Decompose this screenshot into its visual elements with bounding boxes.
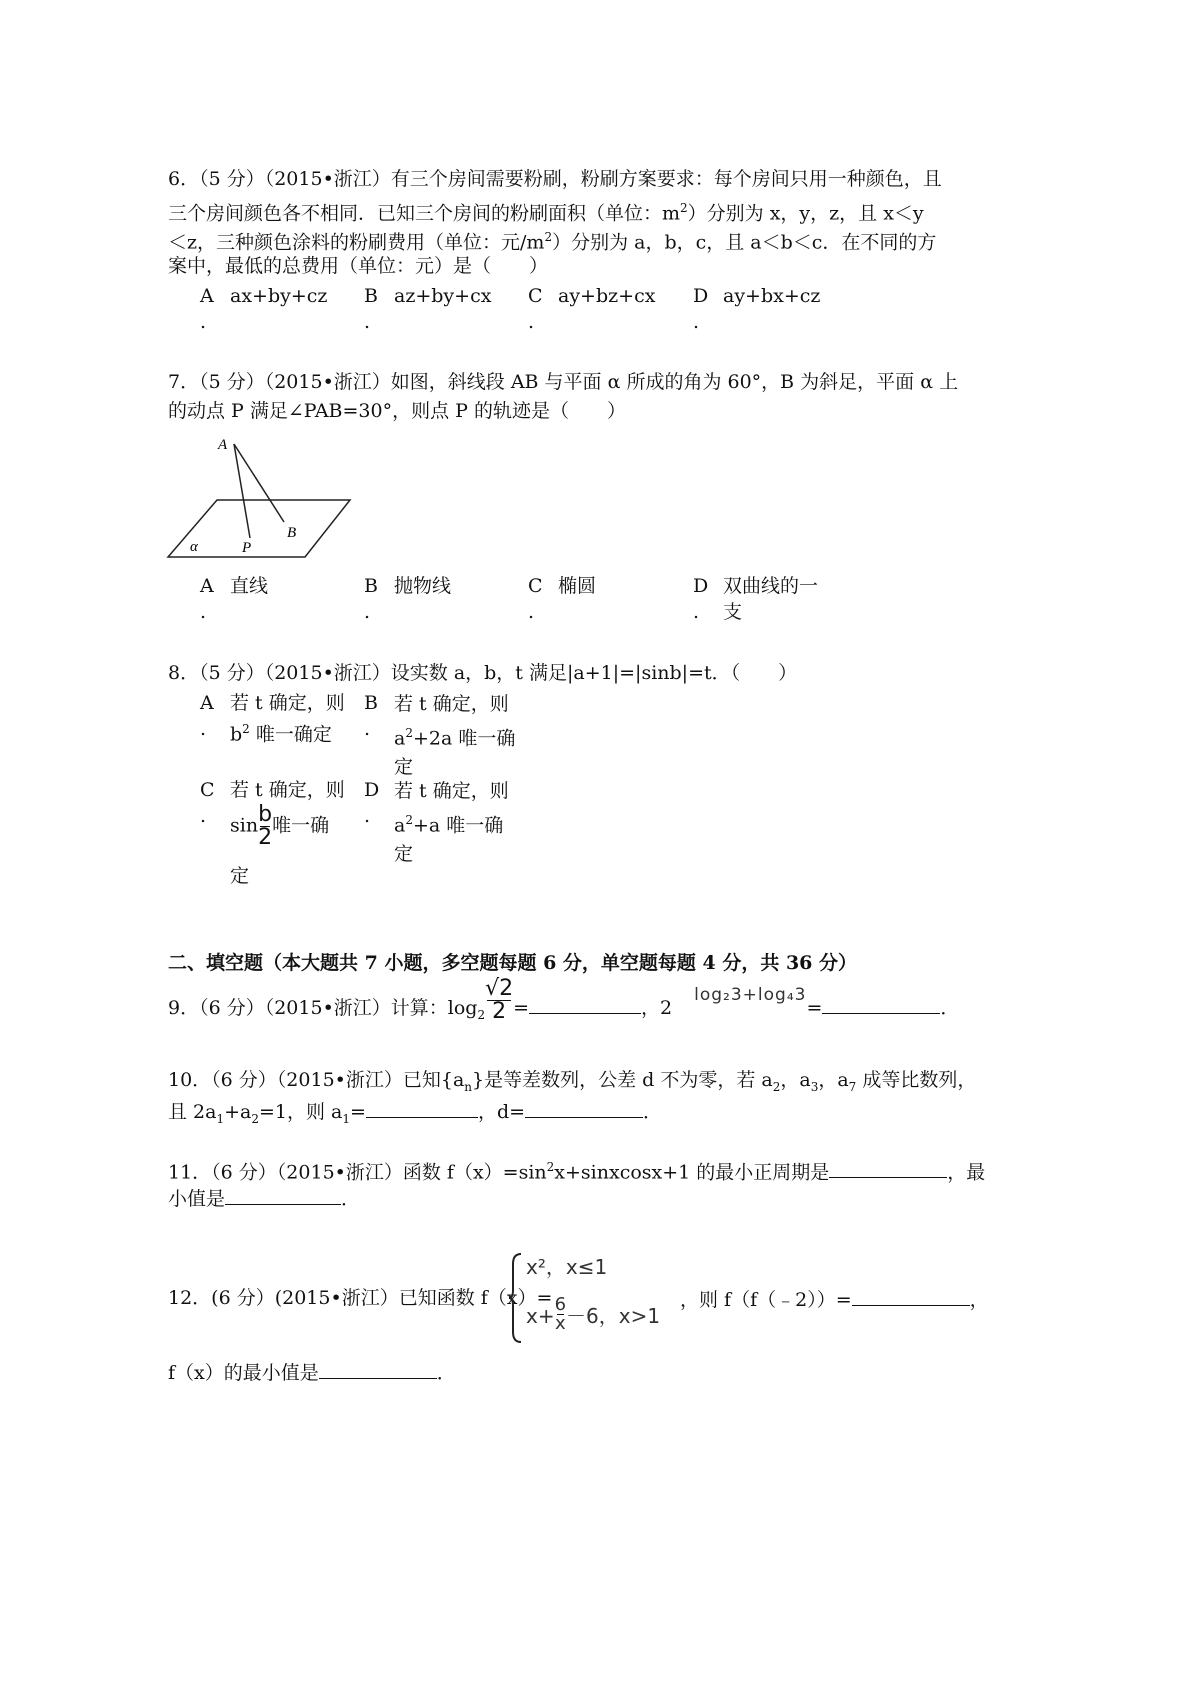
q8-option-d-sup: 2 [405,813,413,827]
q11-line-1a: 11．（6 分）（2015•浙江）函数 f（x）=sin [168,1161,547,1184]
q10-line-2b: +a [224,1101,252,1123]
q6-option-a-letter: A [200,285,214,307]
q8-option-a-l2b: 唯一确定 [249,723,332,746]
q11-line-1b: x+sinxcosx+1 的最小正周期是 [554,1161,830,1184]
q6-option-a-dot: . [200,311,207,333]
q10-line-2a: 且 2a [168,1101,217,1123]
q10-line-2f: ． [643,1101,663,1123]
q7-option-a-letter: A [200,575,214,597]
q12-case-2 [526,1294,661,1334]
q12-case-2b: －6，x>1 [566,1304,661,1328]
q12-line-1-rest [680,1285,989,1313]
q10-sub-7: 7 [848,1079,857,1094]
q10-line-2c: =1，则 a [259,1101,343,1123]
q9-prefix: 9．（6 分）（2015•浙江）计算：log [168,997,478,1019]
q12-case-2-num: 6 [554,1294,567,1315]
q7-option-a-text: 直线 [230,575,269,597]
segment-ab [234,444,284,522]
q6-option-c-text: ay+bz+cx [558,285,656,307]
q7-option-c[interactable] [528,573,543,625]
q7-option-b[interactable] [364,573,378,625]
q7-option-c-letter: C [528,575,543,597]
q12-line-2b: ． [436,1362,456,1384]
q11-line-2 [168,1184,360,1212]
q10-l2-sub-1: 1 [216,1111,225,1126]
q11-blank-1[interactable] [829,1157,947,1178]
q7-option-b-text: 抛物线 [394,575,452,597]
q6-line-2 [168,195,924,226]
q10-c2: ，a [818,1069,849,1091]
q7-line-1: 7．（5 分）（2015•浙江）如图，斜线段 AB 与平面 α 所成的角为 60°，B 为斜足，平面 α 上 [168,371,959,393]
q7-option-b-letter: B [364,575,378,597]
q11-blank-2[interactable] [225,1184,341,1205]
q6-option-d[interactable] [693,283,708,335]
q8-option-c-l2 [230,804,329,849]
q8-option-c-letter: C [200,779,215,801]
q6-line-3-sup: 2 [544,230,553,244]
q8-option-d-l1: 若 t 确定，则 [394,780,509,802]
q8-option-c-frac-num: b [258,802,273,827]
q7-option-d-letter: D [693,575,709,597]
q10-line-1b: }是等差数列，公差 d 不为零，若 a [472,1069,773,1091]
q8-option-c-l2a: sin [230,814,259,837]
q10-line-1a: 10．（6 分）（2015•浙江）已知{a [168,1069,465,1091]
q6-option-c-letter: C [528,285,543,307]
q9-frac-den: 2 [492,998,507,1024]
q9-comma: ，2 [641,997,673,1019]
q8-option-d-l3: 定 [394,843,414,866]
q8-option-c-l2b: 唯一确 [272,814,330,837]
q10-line-1 [168,1067,976,1100]
q8-option-d-l2b: +a 唯一确 [412,814,504,837]
q12-blank-1[interactable] [852,1285,970,1306]
q8-line-1: 8．（5 分）（2015•浙江）设实数 a，b，t 满足|a+1|=|sinb|=t．（ ） [168,662,798,684]
label-a: A [218,437,228,453]
q6-option-a-text: ax+by+cz [230,285,328,307]
q7-option-d-text-1: 双曲线的一 [723,575,819,597]
q12-prefix: 12．(6 分）(2015•浙江）已知函数 f（x）= [168,1287,553,1309]
q10-l2-sub-3: 1 [342,1111,351,1126]
q12-end: ， [969,1289,989,1311]
q8-option-c-l1: 若 t 确定，则 [230,779,345,801]
q9-exponent: log₂3+log₄3 [694,985,807,1005]
q8-option-d[interactable] [364,777,379,829]
q12-line-2 [168,1358,456,1386]
q6-option-d-letter: D [693,285,709,307]
q12-case-2-fraction [555,1296,566,1333]
q9-fraction [485,975,514,1024]
q6-line-4: 案中，最低的总费用（单位：元）是（ ） [168,255,549,277]
q6-option-b-letter: B [364,285,378,307]
q10-c1: ，a [780,1069,811,1091]
q8-option-b-l3: 定 [394,756,414,779]
q10-line-2e: ，d= [477,1101,526,1123]
q8-option-b-sup: 2 [405,726,413,740]
q10-line-2 [168,1097,662,1132]
q6-option-c[interactable] [528,283,543,335]
q7-option-d-dot: . [693,601,700,623]
q6-line-3a: ＜z，三种颜色涂料的粉刷费用（单位：元/m [168,231,545,254]
q10-blank-1[interactable] [366,1097,478,1118]
q9-blank-2[interactable] [822,993,940,1014]
q7-line-2: 的动点 P 满足∠PAB=30°，则点 P 的轨迹是（ ） [168,400,626,422]
q12-brace [508,1252,524,1344]
q8-option-a-text [230,690,345,747]
q8-option-b[interactable] [364,690,378,742]
q10-l2-sub-2: 2 [251,1111,259,1126]
q12-blank-2[interactable] [319,1358,437,1379]
q8-option-b-text [394,690,515,782]
q6-option-d-text: ay+bx+cz [723,285,821,307]
q6-option-d-dot: . [693,311,700,333]
q8-option-c-l3: 定 [230,865,250,887]
q11-line-2b: ． [341,1188,361,1210]
q9-blank-1[interactable] [529,993,641,1014]
q10-sub-2: 2 [772,1079,781,1094]
q6-line-2b: ）分别为 x，y，z，且 x＜y [687,202,924,225]
q8-option-d-text [394,777,509,869]
q7-option-c-dot: . [528,601,535,623]
q11-line-1 [168,1154,985,1185]
label-b: B [287,525,297,541]
q8-option-a-dot: . [200,718,207,740]
q7-option-d-text-2: 支 [723,601,743,623]
q7-option-a[interactable] [200,573,214,625]
q8-option-a-l1: 若 t 确定，则 [230,692,345,714]
q12-case-2a: x+ [526,1304,555,1328]
q8-option-a-letter: A [200,692,214,714]
q9-eq2: = [806,997,823,1019]
q6-option-b-dot: . [364,311,371,333]
q8-option-c-frac-den: 2 [258,825,273,850]
q8-option-a-sup: 2 [242,722,250,736]
q8-option-c-fraction [258,804,272,849]
q6-line-2-sup: 2 [680,201,688,215]
q6-option-b-text: az+by+cx [394,285,492,307]
q11-line-1c: ，最 [947,1161,986,1184]
label-alpha: α [190,539,198,555]
q10-blank-2[interactable] [525,1097,643,1118]
q7-option-c-text: 椭圆 [558,575,597,597]
q7-figure [160,430,360,565]
q8-option-b-l1: 若 t 确定，则 [394,693,509,715]
q12-line-2a: f（x）的最小值是 [168,1362,319,1384]
q7-option-d[interactable] [693,573,708,625]
q8-option-a[interactable] [200,690,214,742]
q9-frac-num: √2 [485,975,514,1001]
q6-option-a[interactable] [200,283,214,335]
q6-line-3 [168,224,936,255]
q6-option-b[interactable] [364,283,378,335]
q6-line-3b: ）分别为 a，b，c，且 a＜b＜c．在不同的方 [552,231,937,254]
q11-line-2a: 小值是 [168,1188,226,1210]
q11-sup: 2 [546,1160,555,1174]
q8-option-b-l2b: +2a 唯一确 [412,727,516,750]
q12-mid: ，则 f（f（﹣2））= [680,1289,852,1311]
q8-option-d-l2a: a [394,814,406,837]
q6-line-1: 6．（5 分）（2015•浙江）有三个房间需要粉刷，粉刷方案要求：每个房间只用一种颜色，且 [168,168,942,190]
q10-line-1c: 成等比数列， [856,1069,977,1091]
q6-option-c-dot: . [528,311,535,333]
q9-eq1: = [513,997,530,1019]
q12-case-1: x²，x≤1 [526,1255,608,1279]
q8-option-c[interactable] [200,777,215,829]
segment-ap [234,444,250,538]
q9-line [168,975,960,1028]
q8-option-b-letter: B [364,692,378,714]
label-p: P [242,540,252,556]
q8-option-d-dot: . [364,805,371,827]
q7-option-a-dot: . [200,601,207,623]
section-2-heading: 二、填空题（本大题共 7 小题，多空题每题 6 分，单空题每题 4 分，共 36 分） [168,952,858,974]
q8-option-b-dot: . [364,718,371,740]
q12-case-2-den: x [554,1313,566,1334]
q9-sub: 2 [477,1007,486,1022]
q7-option-b-dot: . [364,601,371,623]
q7-option-d-text [723,573,818,625]
q10-sub-n: n [464,1079,473,1094]
q10-line-2d: = [350,1101,366,1123]
q10-sub-3: 3 [810,1079,819,1094]
q8-option-a-l2a: b [230,723,243,746]
q9-end: ． [940,997,960,1019]
q8-option-b-l2a: a [394,727,406,750]
q8-option-c-dot: . [200,805,207,827]
q6-line-2a: 三个房间颜色各不相同．已知三个房间的粉刷面积（单位：m [168,202,681,225]
q8-option-d-letter: D [364,779,380,801]
